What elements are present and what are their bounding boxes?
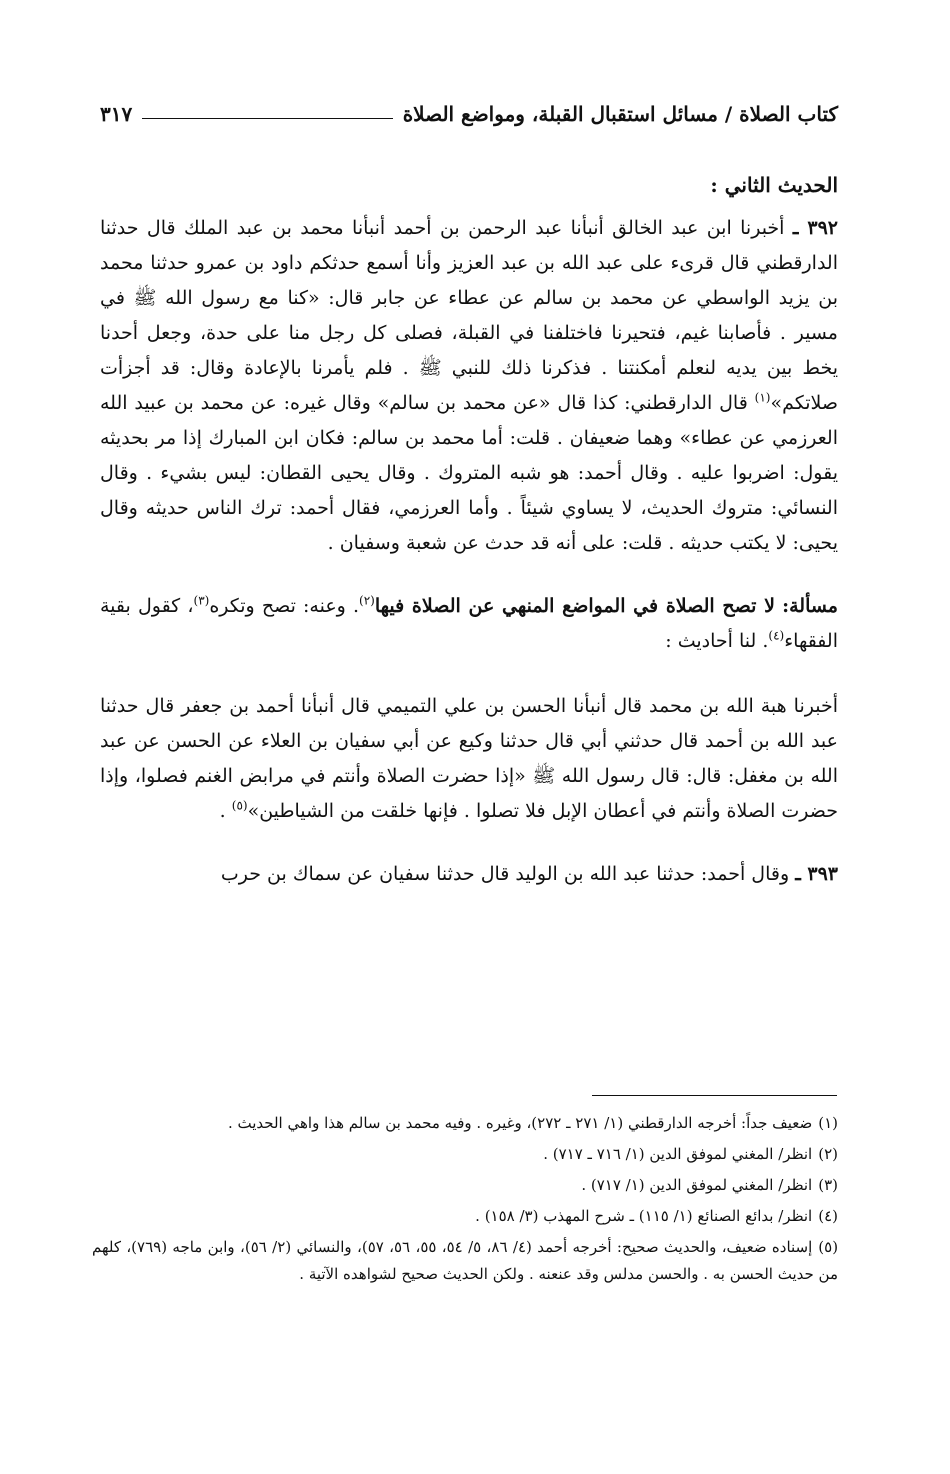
hadith-paragraph	[100, 689, 838, 829]
narration-number: ٣٩٢ ـ	[792, 217, 838, 239]
footnote-number: (٣)	[818, 1176, 838, 1194]
footnote-text: انظر/ المغني لموفق الدين (١/ ٧١٦ ـ ٧١٧) .	[543, 1145, 813, 1163]
footnote-number: (٤)	[818, 1207, 838, 1225]
footnote-separator	[592, 1095, 837, 1096]
chapter-title: كتاب الصلاة / مسائل استقبال القبلة، ومواضع الصلاة	[402, 102, 838, 126]
footnote-ref-2[interactable]: (٢)	[359, 593, 375, 608]
masala-text-3: . لنا أحاديث :	[665, 630, 769, 652]
footnote-number: (٢)	[818, 1145, 838, 1163]
footnote-3	[92, 1172, 838, 1199]
footnote-ref-4[interactable]: (٤)	[768, 628, 785, 643]
main-text	[100, 168, 838, 892]
footnote-number: (٥)	[818, 1238, 839, 1256]
narration-393	[100, 857, 838, 892]
masala-label: مسألة:	[782, 595, 838, 617]
footnote-ref-1[interactable]: (١)	[754, 390, 771, 405]
page-number: ٣١٧	[100, 102, 133, 126]
masala-text-1: . وعنه: تصح وتكره	[209, 595, 360, 617]
narration-392	[100, 211, 838, 561]
footnotes	[92, 1110, 838, 1292]
running-header	[100, 102, 838, 126]
hadith-end: .	[219, 800, 232, 822]
footnote-text: انظر/ المغني لموفق الدين (١/ ٧١٧) .	[581, 1176, 813, 1194]
header-rule	[142, 118, 392, 119]
section-subheading: الحديث الثاني :	[710, 173, 838, 197]
footnote-text: إسناده ضعيف، والحديث صحيح: أخرجه أحمد (٤/ ٨٦، ٥/ ٥٤، ٥٥، ٥٦، ٥٧)، والنسائي (٢/ ٥٦)، وابن ماجه (٧٦٩)، كلهم من حديث الحسن به . والحسن مدلس وقد عنعنه . ولكن الحديث صحيح لشواهده الآتية .	[92, 1238, 838, 1283]
footnote-number: (١)	[818, 1114, 838, 1132]
footnote-2	[92, 1141, 838, 1168]
narration-text-continued: قال الدارقطني: كذا قال «عن محمد بن سالم» وقال غيره: عن محمد بن عبيد الله العرزمي عن عطاء» وهما ضعيفان . قلت: أما محمد بن سالم: فكان ابن المبارك إذا مر بحديثه يقول: اضربوا عليه . وقال أحمد: هو شبه المتروك . وقال يحيى القطان: ليس بشيء . وقال النسائي: متروك الحديث، لا يساوي شيئاً . وأما العرزمي، فقال أحمد: ترك الناس حديثه وقال يحيى: لا يكتب حديثه . قلت: على أنه قد حدث عن شعبة وسفيان .	[100, 392, 838, 554]
narration-text: وقال أحمد: حدثنا عبد الله بن الوليد قال حدثنا سفيان عن سماك بن حرب	[220, 863, 790, 885]
footnote-text: ضعيف جداً: أخرجه الدارقطني (١/ ٢٧١ ـ ٢٧٢)، وغيره . وفيه محمد بن سالم هذا واهي الحديث .	[227, 1114, 813, 1132]
footnote-ref-3[interactable]: (٣)	[193, 593, 210, 608]
hadith-text: أخبرنا هبة الله بن محمد قال أنبأنا الحسن بن علي التميمي قال أنبأنا أحمد بن جعفر قال حدثنا عبد الله بن أحمد قال حدثني أبي قال حدثنا وكيع عن أبي سفيان بن العلاء عن الحسن عن عبد الله بن مغفل: قال: قال رسول الله ﷺ «إذا حضرت الصلاة وأنتم في مرابض الغنم فصلوا، وإذا حضرت الصلاة وأنتم في أعطان الإبل فلا تصلوا . فإنها خلقت من الشياطين»	[100, 695, 838, 822]
masala-paragraph	[100, 589, 838, 659]
footnote-4	[92, 1203, 838, 1230]
footnote-text: انظر/ بدائع الصنائع (١/ ١١٥) ـ شرح المهذب (٣/ ١٥٨) .	[475, 1207, 813, 1225]
narration-number: ٣٩٣ ـ	[795, 863, 838, 885]
masala-ruling: لا تصح الصلاة في المواضع المنهي عن الصلاة فيها	[374, 595, 775, 617]
masala-text-2: ، كقول بقية الفقهاء	[100, 595, 838, 652]
footnote-ref-5[interactable]: (٥)	[231, 798, 248, 813]
footnote-1	[92, 1110, 838, 1137]
narration-text: أخبرنا ابن عبد الخالق أنبأنا عبد الرحمن بن أحمد أنبأنا محمد بن عبد الملك قال حدثنا الدارقطني قال قرىء على عبد الله بن عبد العزيز وأنا أسمع حدثكم داود بن عمرو حدثنا محمد بن يزيد الواسطي عن محمد بن سالم عن عطاء عن جابر قال: «كنا مع رسول الله ﷺ في مسير . فأصابنا غيم، فتحيرنا فاختلفنا في القبلة، فصلى كل رجل منا على حدة، وجعل أحدنا يخط بين يديه لنعلم أمكنتنا . فذكرنا ذلك للنبي ﷺ . فلم يأمرنا بالإعادة وقال: قد أجزأت صلاتكم»	[100, 217, 838, 414]
footnote-5	[92, 1234, 838, 1288]
